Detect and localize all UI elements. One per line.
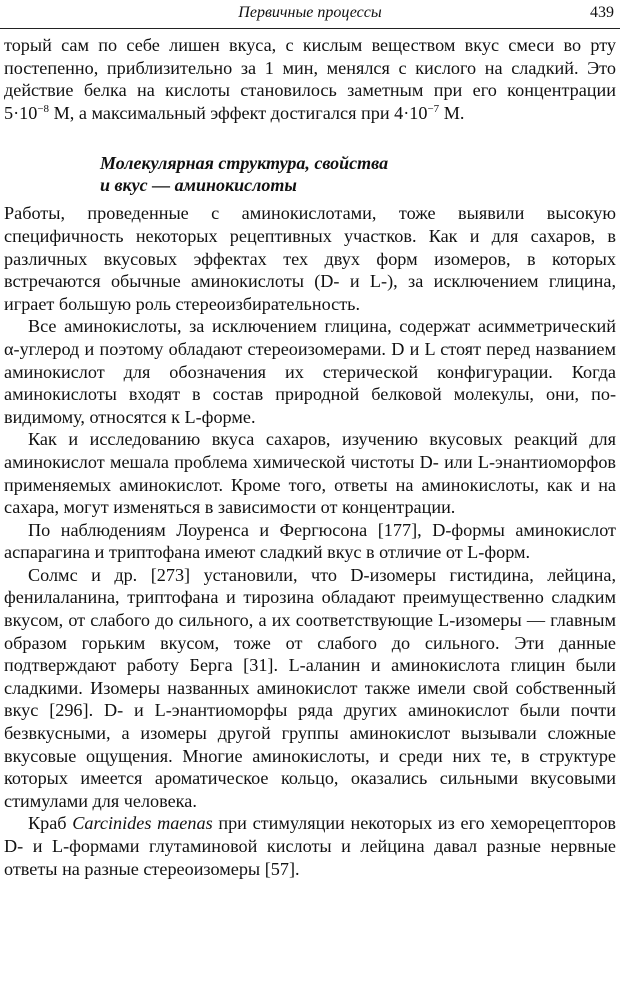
paragraph-6-start: Краб [28,813,73,834]
intro-text-start: торый сам по себе лишен вкуса, с кислым веществом вкус смеси во рту постепенно, приблизительно за 1 мин, менялся с кислого на сладкий. Это действие белка на кислоты становилось заметным при его концентрации 5·10 [4,35,616,123]
exponent-1: −8 [37,102,50,115]
exponent-2: −7 [427,102,440,115]
paragraph-1: Работы, проведенные с аминокислотами, тоже выявили высокую специфичность некоторых рецептивных участков. Как и для сахаров, в различных вкусовых эффектах тех двух форм изомеров, в которых встречаются обычные аминокислоты (D- и L-), за исключением глицина, играет большую роль стереоизбирательность. [4,203,616,314]
species-name: Carcinides maenas [72,813,213,834]
page-number: 439 [590,4,614,21]
paragraph-6 [4,812,616,880]
section-heading [100,152,616,196]
page-header [0,0,620,29]
paragraph-4: По наблюдениям Лоуренса и Фергюсона [177], D-формы аминокислот аспарагина и триптофана имеют сладкий вкус в отличие от L-форм. [4,519,616,563]
paragraph-6-end: при стимуляции некоторых из его хеморецепторов D- и L-формами глутаминовой кислоты и лейцина давал разные нервные ответы на разные стереоизомеры [57]. [4,813,616,879]
running-title: Первичные процессы [238,4,382,21]
intro-text-end: М. [439,102,465,123]
intro-text-middle: М, а максимальный эффект достигался при 4·10 [49,102,428,123]
intro-paragraph [4,34,616,124]
paragraph-3: Как и исследованию вкуса сахаров, изучению вкусовых реакций для аминокислот мешала проблема химической чистоты D- или L-энантиоморфов применяемых аминокислот. Кроме того, ответы на аминокислоты, как и на сахара, могут изменяться в зависимости от концентрации. [4,429,616,518]
section-heading-line-2: и вкус — аминокислоты [100,175,297,196]
section-heading-line-1: Молекулярная структура, свойства [100,153,389,174]
paragraph-5: Солмс и др. [273] установили, что D-изомеры гистидина, лейцина, фенилаланина, триптофана и тирозина обладают преимущественно сладким вкусом, от слабого до сильного, а их соответствующие L-изомеры — главным образом горьким вкусом, тоже от слабого до сильного. Эти данные подтверждают работу Берга [31]. L-аланин и аминокислота глицин были сладкими. Изомеры названных аминокислот также имели свой собственный вкус [296]. D- и L-энантиоморфы ряда других аминокислот были почти безвкусными, а изомеры другой группы аминокислот вызывали сложные вкусовые ощущения. Многие аминокислоты, и среди них те, в структуре которых имеется ароматическое кольцо, оказались сильными вкусовыми стимулами для человека. [4,564,616,811]
paragraph-2: Все аминокислоты, за исключением глицина, содержат асимметрический α-углерод и поэтому обладают стереоизомерами. D и L стоят перед названием аминокислот для обозначения их стерической конфигурации. Когда аминокислоты входят в состав природной белковой молекулы, они, по-видимому, относятся к L-форме. [4,316,616,427]
body-text [4,34,616,880]
